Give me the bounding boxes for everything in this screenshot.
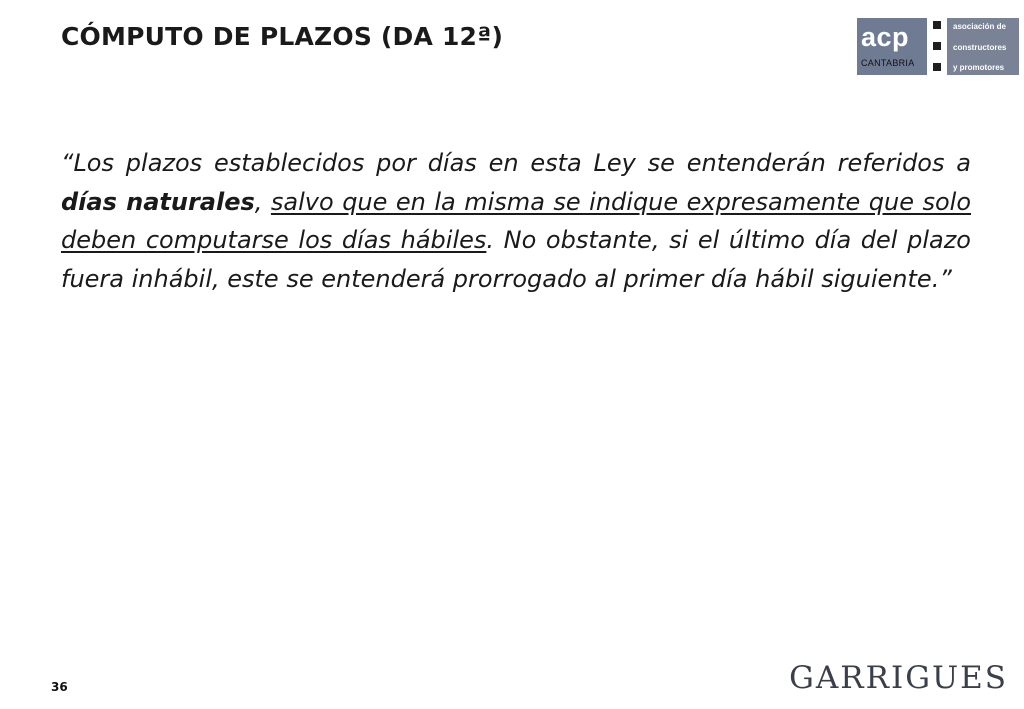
logo-region-text: CANTABRIA xyxy=(861,58,915,68)
logo-line-1: asociación de xyxy=(953,22,1006,31)
quote-bold-term: días naturales xyxy=(61,187,255,216)
logo-square xyxy=(933,42,941,50)
logo-line-3: y promotores xyxy=(953,63,1005,72)
logo-square xyxy=(933,63,941,71)
logo-acp-text: acp xyxy=(861,22,910,52)
logo-squares xyxy=(927,18,947,75)
quote-close-mark: ” xyxy=(939,264,952,293)
acp-cantabria-logo xyxy=(857,18,1019,75)
quote-underlined-text: salvo que en la misma se indique expresamente que solo deben computarse los días hábiles xyxy=(61,187,971,254)
logo-acp-block xyxy=(857,18,927,75)
logo-text-block xyxy=(947,18,1019,75)
logo-square xyxy=(933,21,941,29)
quote-open-mark: “ xyxy=(61,149,74,177)
quote-text-part3: . No obstante, si el último día del plazo fuera inhábil, este se entenderá prorrogado al primer día hábil siguiente. xyxy=(61,226,971,293)
garrigues-logo: GARRIGUES xyxy=(789,660,1008,696)
slide-title: CÓMPUTO DE PLAZOS (DA 12ª) xyxy=(61,22,504,51)
quote-text-part1: Los plazos establecidos por días en esta Ley se entenderán referidos a xyxy=(73,149,971,177)
logo-line-2: constructores xyxy=(953,43,1007,52)
quote-text-part2: , xyxy=(254,187,271,216)
legal-quote xyxy=(61,144,971,298)
page-number: 36 xyxy=(51,680,68,694)
